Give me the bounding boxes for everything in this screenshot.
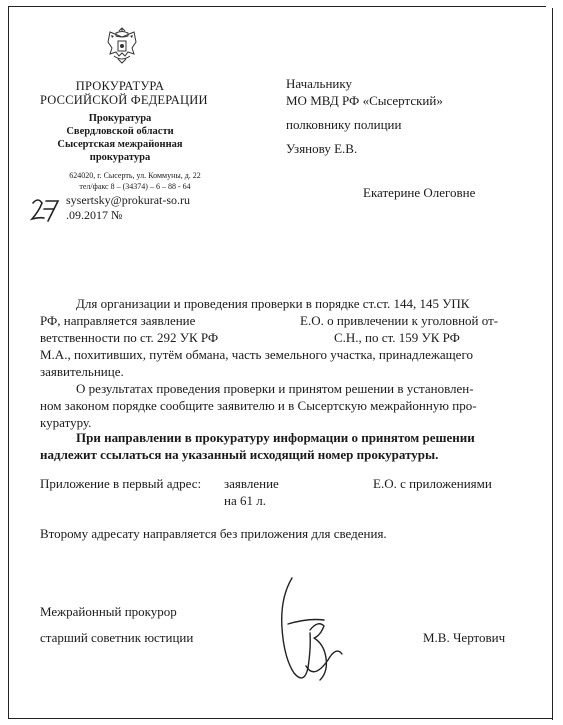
- sender-sub-line3: Сысертская межрайонная: [57, 139, 183, 150]
- frame-left-line: [8, 6, 9, 718]
- signatory-title1: Межрайонный прокурор: [40, 604, 177, 619]
- body-p1-line3a: ветственности по ст. 292 УК РФ: [40, 330, 219, 345]
- frame-right-line: [552, 8, 553, 720]
- body-p2-line1: О результатах проведения проверки и принятом решении в установлен-: [76, 381, 474, 396]
- attachment-pages: на 61 л.: [224, 493, 266, 508]
- signatory-name: М.В. Чертович: [423, 630, 506, 645]
- sender-sub-line4: прокуратура: [89, 152, 151, 163]
- sender-phone: тел/факс 8 – (34374) – 6 – 88 - 64: [79, 182, 191, 191]
- addressee-line1: Начальнику: [286, 76, 353, 91]
- addressee-line3: полковнику полиции: [286, 117, 402, 132]
- body-p3-line1: При направлении в прокуратуру информации о принятом решении: [76, 430, 475, 445]
- sender-date: .09.2017 №: [66, 208, 123, 222]
- body-p1-line5: заявительнице.: [40, 364, 124, 379]
- handwritten-date-mark: [30, 195, 66, 223]
- second-recipient-note: Второму адресату направляется без приложения для сведения.: [40, 526, 387, 541]
- frame-bottom-line: [8, 718, 553, 719]
- attachment-name: Е.О. с приложениями: [373, 476, 492, 491]
- handwritten-signature: [270, 570, 350, 700]
- sender-sub-line1: Прокуратура: [88, 113, 152, 124]
- addressee-line4: Узянову Е.В.: [286, 141, 358, 156]
- body-p2-line2: ном законом порядке сообщите заявителю и в Сысертскую межрайонную про-: [40, 398, 477, 413]
- sender-org-line1: ПРОКУРАТУРА: [75, 79, 165, 93]
- attachment-label: Приложение в первый адрес:: [40, 476, 202, 491]
- body-p3-line2: надлежит ссылаться на указанный исходящий номер прокуратуры.: [40, 447, 439, 462]
- body-p1-line4: М.А., похитивших, путём обмана, часть земельного участка, принадлежащего: [40, 347, 473, 362]
- sender-address: 624020, г. Сысерть, ул. Коммуны, д. 22: [69, 171, 201, 180]
- attachment-item: заявление: [224, 476, 279, 491]
- signatory-title2: старший советник юстиции: [40, 630, 194, 645]
- body-p1-line2a: РФ, направляется заявление: [40, 313, 196, 328]
- addressee-line2: МО МВД РФ «Сысертский»: [286, 93, 443, 108]
- body-p2-line3: куратуру.: [40, 415, 92, 430]
- coat-of-arms-emblem: [106, 26, 138, 66]
- sender-email: sysertsky@prokurat-so.ru: [66, 193, 191, 207]
- body-p1-line1: Для организации и проведения проверки в порядке ст.ст. 144, 145 УПК: [76, 296, 470, 311]
- addressee-second: Екатерине Олеговне: [363, 185, 476, 200]
- body-p1-line3b: С.Н., по ст. 159 УК РФ: [334, 330, 460, 345]
- sender-sub-line2: Свердловской области: [66, 126, 174, 137]
- body-p1-line2b: Е.О. о привлечении к уголовной от-: [300, 313, 499, 328]
- frame-top-line: [8, 6, 546, 7]
- sender-org-line2: РОССИЙСКОЙ ФЕДЕРАЦИИ: [40, 93, 208, 107]
